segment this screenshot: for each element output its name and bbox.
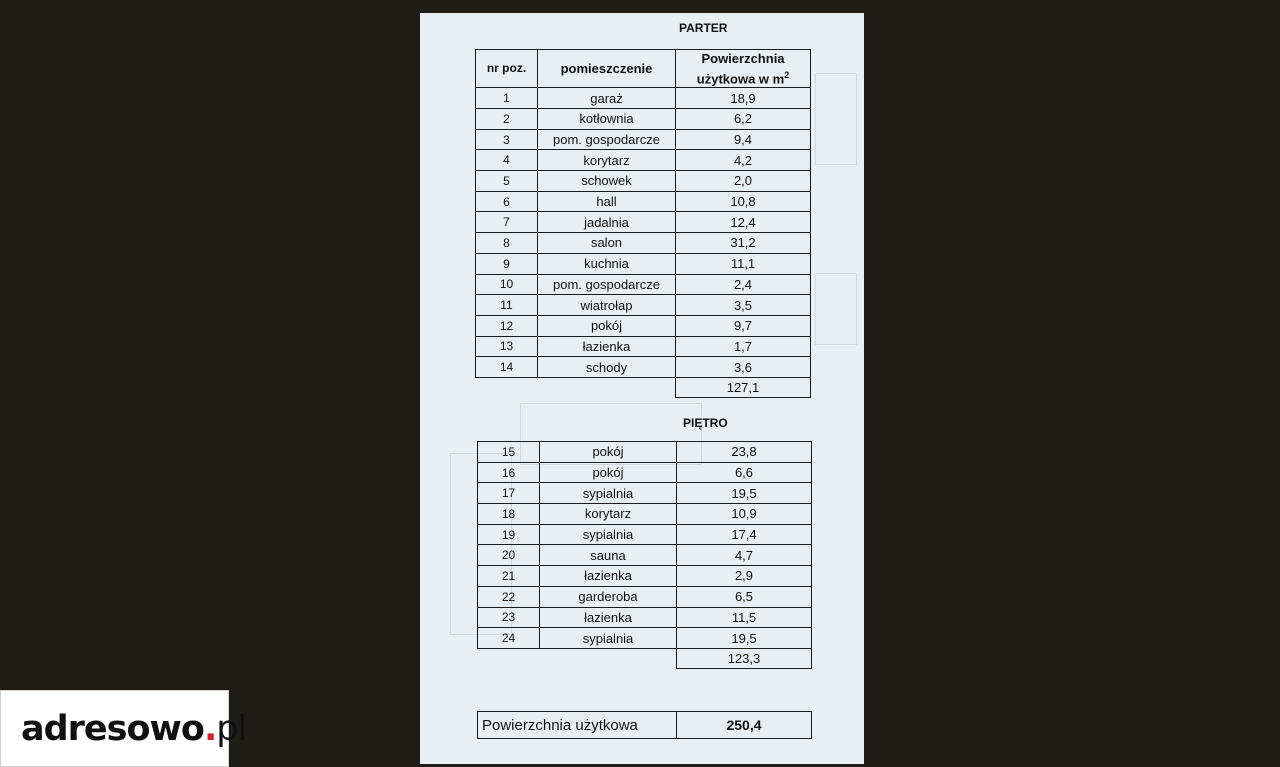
room-name: pokój — [540, 442, 677, 463]
room-area: 2,0 — [676, 171, 811, 192]
table-row — [476, 129, 811, 150]
floor-area-document — [420, 13, 864, 764]
room-name: garaż — [538, 88, 676, 109]
room-area: 6,5 — [677, 586, 812, 607]
row-number: 3 — [476, 129, 538, 150]
table-row — [478, 545, 812, 566]
row-number: 6 — [476, 191, 538, 212]
table-row — [478, 442, 812, 463]
area-header-line2: użytkowa w m — [696, 71, 785, 87]
room-name: sypialnia — [540, 483, 677, 504]
row-number: 8 — [476, 233, 538, 254]
row-number: 11 — [476, 295, 538, 316]
logo-dot: . — [203, 709, 217, 749]
summary-label: Powierzchnia użytkowa — [478, 712, 677, 739]
table-row — [476, 295, 811, 316]
row-number: 16 — [478, 462, 540, 483]
room-area: 12,4 — [676, 212, 811, 233]
column-header-nr: nr poz. — [476, 50, 538, 88]
room-area: 10,9 — [677, 504, 812, 525]
parter-title: PARTER — [679, 21, 728, 35]
background-plan-line — [815, 73, 857, 165]
room-name: hall — [538, 191, 676, 212]
table-row — [478, 462, 812, 483]
table-row — [476, 315, 811, 336]
room-area: 11,1 — [676, 253, 811, 274]
room-name: łazienka — [540, 566, 677, 587]
table-row — [476, 336, 811, 357]
room-name: wiatrołap — [538, 295, 676, 316]
pietro-title: PIĘTRO — [683, 416, 728, 430]
row-number: 22 — [478, 586, 540, 607]
logo-brand: adresowo — [21, 709, 204, 749]
room-name: korytarz — [538, 150, 676, 171]
room-name: pokój — [538, 315, 676, 336]
room-name: garderoba — [540, 586, 677, 607]
table-row — [476, 150, 811, 171]
room-area: 31,2 — [676, 233, 811, 254]
row-number: 5 — [476, 171, 538, 192]
table-row — [476, 88, 811, 109]
table-row — [476, 233, 811, 254]
adresowo-logo — [0, 690, 247, 767]
room-name: pom. gospodarcze — [538, 274, 676, 295]
table-row — [476, 191, 811, 212]
room-area: 9,4 — [676, 129, 811, 150]
table-row — [476, 253, 811, 274]
row-number: 20 — [478, 545, 540, 566]
table-row — [478, 607, 812, 628]
row-number: 4 — [476, 150, 538, 171]
room-area: 19,5 — [677, 628, 812, 649]
room-name: sauna — [540, 545, 677, 566]
summary-table — [477, 711, 812, 739]
row-number: 14 — [476, 357, 538, 378]
row-number: 21 — [478, 566, 540, 587]
logo-wordmark — [21, 709, 246, 749]
row-number: 12 — [476, 315, 538, 336]
table-row — [478, 586, 812, 607]
table-row — [478, 566, 812, 587]
pietro-table — [477, 441, 812, 669]
background-plan-line — [815, 273, 857, 345]
room-name: pom. gospodarcze — [538, 129, 676, 150]
row-number: 24 — [478, 628, 540, 649]
room-name: łazienka — [538, 336, 676, 357]
room-name: korytarz — [540, 504, 677, 525]
table-row — [476, 212, 811, 233]
logo-suffix: pl — [216, 709, 247, 749]
room-name: pokój — [540, 462, 677, 483]
room-area: 2,9 — [677, 566, 812, 587]
row-number: 13 — [476, 336, 538, 357]
room-name: jadalnia — [538, 212, 676, 233]
room-area: 6,2 — [676, 109, 811, 130]
parter-total: 127,1 — [676, 377, 811, 397]
room-area: 6,6 — [677, 462, 812, 483]
room-area: 23,8 — [677, 442, 812, 463]
room-name: schowek — [538, 171, 676, 192]
row-number: 1 — [476, 88, 538, 109]
room-name: sypialnia — [540, 628, 677, 649]
room-name: sypialnia — [540, 524, 677, 545]
room-area: 4,7 — [677, 545, 812, 566]
area-header-line1: Powierzchnia — [701, 51, 785, 66]
table-row — [478, 628, 812, 649]
room-name: kotłownia — [538, 109, 676, 130]
row-number: 7 — [476, 212, 538, 233]
room-area: 4,2 — [676, 150, 811, 171]
room-area: 19,5 — [677, 483, 812, 504]
room-area: 3,5 — [676, 295, 811, 316]
row-number: 10 — [476, 274, 538, 295]
row-number: 2 — [476, 109, 538, 130]
pietro-rows — [478, 442, 812, 649]
table-row — [478, 504, 812, 525]
row-number: 9 — [476, 253, 538, 274]
room-area: 3,6 — [676, 357, 811, 378]
summary-value: 250,4 — [677, 712, 812, 739]
room-name: kuchnia — [538, 253, 676, 274]
table-row — [476, 357, 811, 378]
room-name: łazienka — [540, 607, 677, 628]
room-area: 9,7 — [676, 315, 811, 336]
room-name: salon — [538, 233, 676, 254]
table-row — [476, 171, 811, 192]
column-header-area — [676, 50, 811, 88]
table-row — [478, 483, 812, 504]
room-area: 10,8 — [676, 191, 811, 212]
table-row — [476, 109, 811, 130]
pietro-total: 123,3 — [677, 648, 812, 668]
room-name: schody — [538, 357, 676, 378]
row-number: 19 — [478, 524, 540, 545]
room-area: 2,4 — [676, 274, 811, 295]
room-area: 1,7 — [676, 336, 811, 357]
room-area: 18,9 — [676, 88, 811, 109]
row-number: 17 — [478, 483, 540, 504]
parter-rows — [476, 88, 811, 378]
column-header-room: pomieszczenie — [538, 50, 676, 88]
row-number: 18 — [478, 504, 540, 525]
room-area: 17,4 — [677, 524, 812, 545]
room-area: 11,5 — [677, 607, 812, 628]
row-number: 23 — [478, 607, 540, 628]
parter-table — [475, 49, 811, 398]
table-row — [478, 524, 812, 545]
table-row — [476, 274, 811, 295]
row-number: 15 — [478, 442, 540, 463]
area-header-superscript: 2 — [784, 70, 790, 80]
